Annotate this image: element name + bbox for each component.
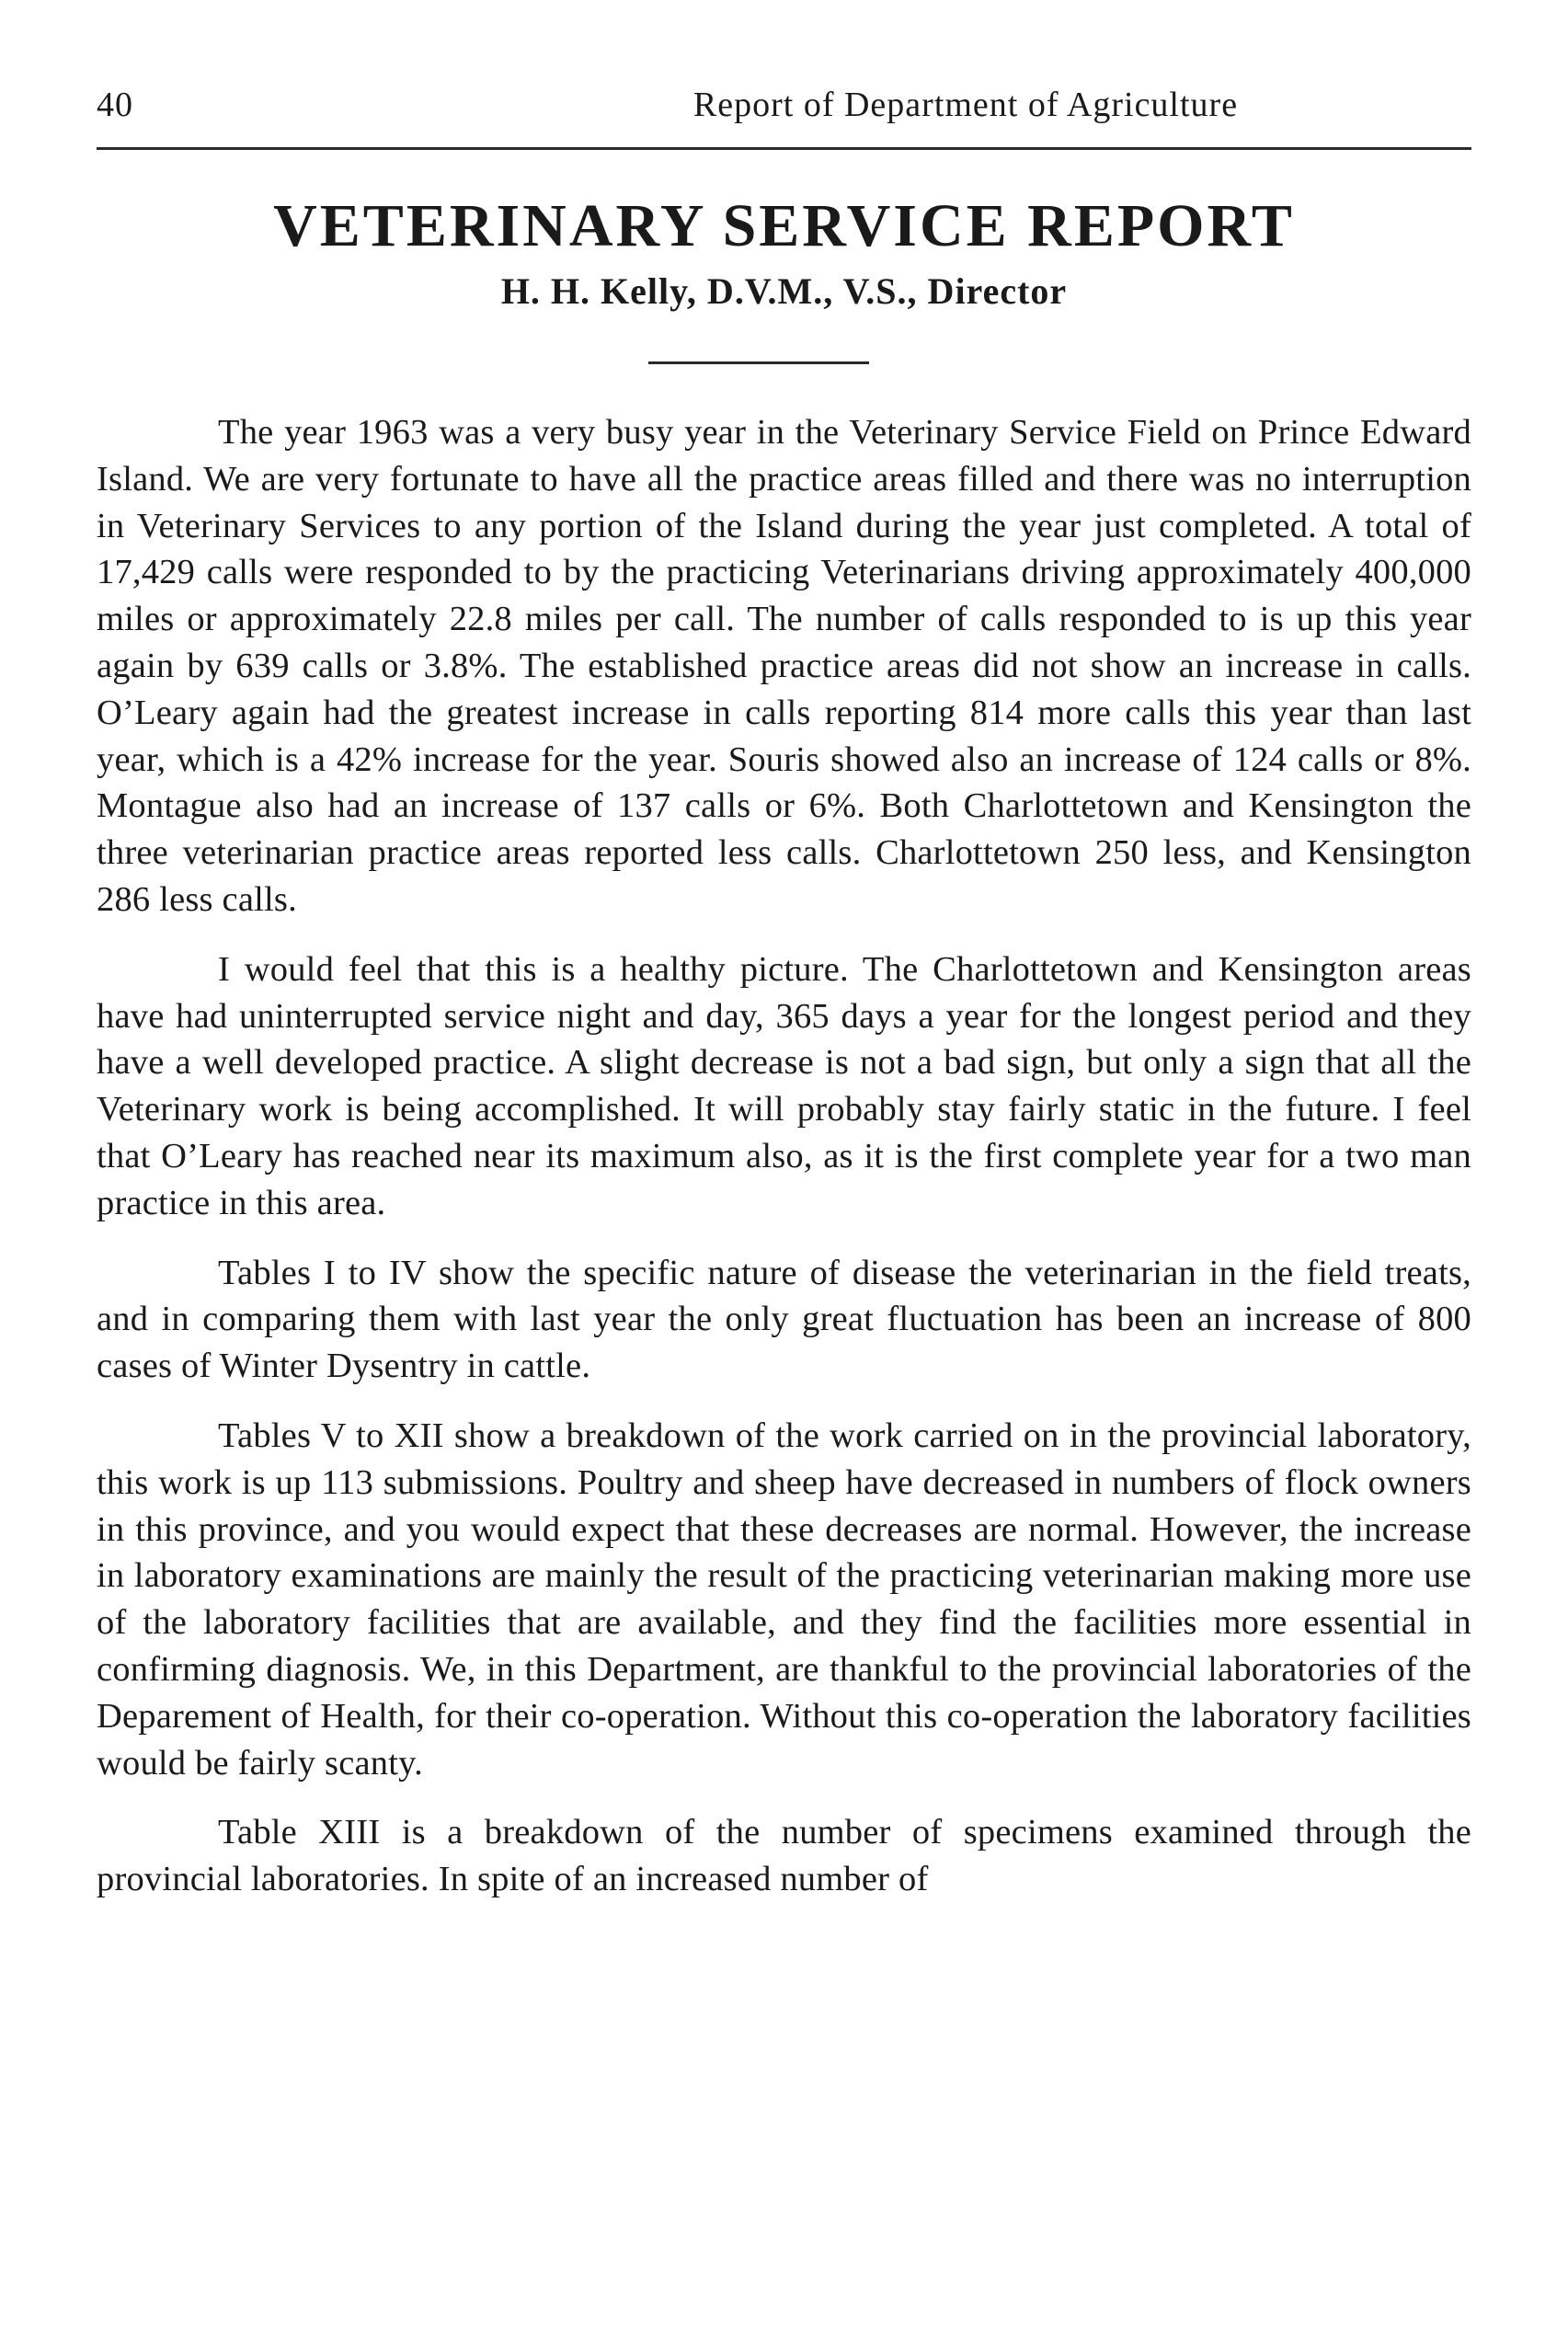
paragraph-tables-i-iv: Tables I to IV show the specific nature of disease the veterinarian in the field treats, and in comparing them with last year the only great fluctuation has been an increase of 800 cases of Winter Dysentry in cattle. <box>97 1253 1471 1386</box>
paragraph-healthy-picture: I would feel that this is a healthy picture. The Charlottetown and Kensington areas have had uninterrupted service night and day, 365 days a year for the longest period and they have a well developed practice. A slight decrease is not a bad sign, but only a sign that all the Veterinary work is being accomplished. It will probably stay fairly static in the future. I feel that O’Leary has reached near its maximum also, as it is the first complete year for a two man practice in this area. <box>97 949 1471 1222</box>
report-title: VETERINARY SERVICE REPORT <box>273 192 1295 259</box>
paragraph-tables-v-xii: Tables V to XII show a breakdown of the work carried on in the provincial laboratory, this work is up 113 submissions. Poultry and sheep have decreased in numbers of flock owners in this province, and you would expect that these decreases are normal. However, the increase in laboratory examinations are mainly the result of the practicing veterinarian making more use of the laboratory facilities that are available, and they find the facilities more essential in confirming diagnosis. We, in this Department, are thankful to the provincial laboratories of the Deparement of Health, for their co-operation. Without this co-operation the laboratory facilities would be fairly scanty. <box>97 1416 1471 1783</box>
running-head <box>97 85 1471 140</box>
page-number: 40 <box>97 86 133 124</box>
running-title: Report of Department of Agriculture <box>692 86 1239 124</box>
paragraph-calls-summary: The year 1963 was a very busy year in the Veterinary Service Field on Prince Edward Island. We are very fortunate to have all the practice areas filled and there was no interruption in Veterinary Services to any portion of the Island during the year just completed. A total of 17,429 calls were responded to by the practicing Veterinarians driving approximately 400,000 miles or approximately 22.8 miles per call. The number of calls responded to is up this year again by 639 calls or 3.8%. The established practice areas did not show an increase in calls. O’Leary again had the greatest increase in calls reporting 814 more calls this year than last year, which is a 42% increase for the year. Souris showed also an increase of 124 calls or 8%. Montague also had an increase of 137 calls or 6%. Both Charlottetown and Kensington the three veterinarian practice areas reported less calls. Charlottetown 250 less, and Kensington 286 less calls. <box>97 413 1471 919</box>
title-divider <box>648 361 869 364</box>
report-byline: H. H. Kelly, D.V.M., V.S., Director <box>500 270 1068 312</box>
paragraph-table-xiii: Table XIII is a breakdown of the number of specimens examined through the provincial laboratories. In spite of an increased number of <box>97 1813 1471 1899</box>
header-rule <box>97 147 1471 150</box>
report-body <box>97 409 1471 1926</box>
